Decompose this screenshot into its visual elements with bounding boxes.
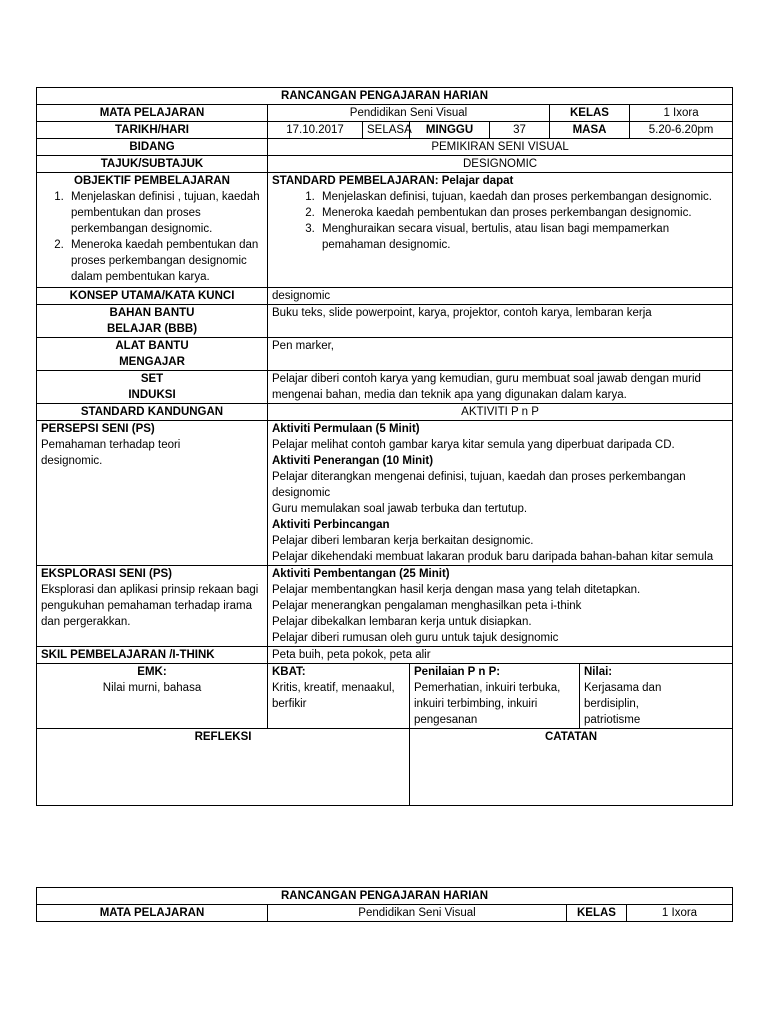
activity-line: Pelajar menerangkan pengalaman menghasilkan peta i-think bbox=[272, 600, 582, 612]
abm-value: Pen marker, bbox=[268, 338, 733, 371]
learning-standard-list bbox=[272, 189, 728, 253]
set-induction-label bbox=[37, 371, 268, 404]
subject-label-2: MATA PELAJARAN bbox=[37, 905, 268, 922]
bbb-label-line: BAHAN BANTU bbox=[109, 307, 195, 319]
objective-item: 1. Menjelaskan definisi , tujuan, kaedah pembentukan dan proses perkembangan designomic. bbox=[67, 189, 263, 237]
objectives-cell bbox=[37, 173, 268, 288]
emk-label: EMK: bbox=[137, 666, 167, 678]
activity-heading: Aktiviti Pembentangan (25 Minit) bbox=[272, 568, 450, 580]
nilai-label: Nilai: bbox=[584, 666, 613, 678]
content-standard-label: STANDARD KANDUNGAN bbox=[37, 404, 268, 421]
field-value: PEMIKIRAN SENI VISUAL bbox=[268, 139, 733, 156]
nilai-value: Kerjasama dan berdisiplin, patriotisme bbox=[584, 682, 662, 726]
bbb-label-line: BELAJAR (BBB) bbox=[106, 323, 198, 335]
document-title: RANCANGAN PENGAJARAN HARIAN bbox=[37, 88, 733, 105]
abm-label bbox=[37, 338, 268, 371]
persepsi-desc: Pemahaman terhadap teori designomic. bbox=[41, 439, 181, 467]
week-value: 37 bbox=[490, 122, 550, 139]
field-label: BIDANG bbox=[37, 139, 268, 156]
learning-standard-item: 3. Menghuraikan secara visual, bertulis, atau lisan bagi mempamerkan pemahaman designomic. bbox=[318, 221, 728, 253]
lesson-plan-page-2 bbox=[36, 887, 733, 922]
skills-value: Peta buih, peta pokok, peta alir bbox=[268, 647, 733, 664]
eksplorasi-heading: EKSPLORASI SENI (PS) bbox=[41, 568, 172, 580]
eksplorasi-activities bbox=[268, 566, 733, 647]
eksplorasi-cell bbox=[37, 566, 268, 647]
activity-line: Pelajar diterangkan mengenai definisi, tujuan, kaedah dan proses perkembangan designomic bbox=[272, 471, 686, 499]
bbb-value: Buku teks, slide powerpoint, karya, projektor, contoh karya, lembaran kerja bbox=[268, 305, 733, 338]
set-induction-value: Pelajar diberi contoh karya yang kemudian, guru membuat soal jawab dengan murid mengenai bahan, media dan teknik apa yang digunakan dalam karya. bbox=[268, 371, 733, 404]
class-label: KELAS bbox=[550, 105, 630, 122]
day-value: SELASA bbox=[363, 122, 410, 139]
abm-label-line: ALAT BANTU bbox=[115, 340, 189, 352]
eksplorasi-desc: Eksplorasi dan aplikasi prinsip rekaan bagi pengukuhan pemahaman terhadap irama dan pergerakkan. bbox=[41, 584, 259, 628]
activity-heading: Aktiviti Penerangan (10 Minit) bbox=[272, 455, 434, 467]
activity-line: Pelajar melihat contoh gambar karya kitar semula yang diperbuat daripada CD. bbox=[272, 439, 675, 451]
concept-value: designomic bbox=[268, 288, 733, 305]
time-value: 5.20-6.20pm bbox=[630, 122, 733, 139]
subject-label: MATA PELAJARAN bbox=[37, 105, 268, 122]
set-label-line: INDUKSI bbox=[128, 389, 176, 401]
emk-value: Nilai murni, bahasa bbox=[102, 682, 202, 694]
set-label-line: SET bbox=[140, 373, 164, 385]
date-value: 17.10.2017 bbox=[268, 122, 363, 139]
nilai-cell bbox=[580, 664, 733, 729]
class-value: 1 Ixora bbox=[630, 105, 733, 122]
document-title-2: RANCANGAN PENGAJARAN HARIAN bbox=[37, 888, 733, 905]
catatan-box: CATATAN bbox=[410, 729, 733, 806]
activity-heading: Aktiviti Perbincangan bbox=[272, 519, 390, 531]
objectives-list bbox=[41, 189, 263, 285]
objectives-label: OBJEKTIF PEMBELAJARAN bbox=[74, 175, 230, 187]
objective-item: 2. Meneroka kaedah pembentukan dan proses perkembangan designomic dalam pembentukan karya. bbox=[67, 237, 263, 285]
subject-value-2: Pendidikan Seni Visual bbox=[268, 905, 567, 922]
activity-heading: Aktiviti Permulaan (5 Minit) bbox=[272, 423, 420, 435]
week-label: MINGGU bbox=[410, 122, 490, 139]
skills-label: SKIL PEMBELAJARAN /I-THINK bbox=[37, 647, 268, 664]
learning-standard-cell bbox=[268, 173, 733, 288]
activity-line: Pelajar membentangkan hasil kerja dengan masa yang telah ditetapkan. bbox=[272, 584, 641, 596]
lesson-plan-table bbox=[36, 87, 733, 806]
persepsi-heading: PERSEPSI SENI (PS) bbox=[41, 423, 155, 435]
kbat-cell bbox=[268, 664, 410, 729]
activity-label: AKTIVITI P n P bbox=[268, 404, 733, 421]
learning-standard-item: 1. Menjelaskan definisi, tujuan, kaedah dan proses perkembangan designomic. bbox=[318, 189, 728, 205]
emk-cell bbox=[37, 664, 268, 729]
time-label: MASA bbox=[550, 122, 630, 139]
bbb-label bbox=[37, 305, 268, 338]
activity-line: Guru memulakan soal jawab terbuka dan tertutup. bbox=[272, 503, 528, 515]
lesson-plan-table-2 bbox=[36, 887, 733, 922]
topic-label: TAJUK/SUBTAJUK bbox=[37, 156, 268, 173]
persepsi-cell bbox=[37, 421, 268, 566]
activity-line: Pelajar dikehendaki membuat lakaran produk baru daripada bahan-bahan kitar semula bbox=[272, 551, 714, 563]
lesson-plan-page-1 bbox=[36, 87, 732, 806]
pnp-value: Pemerhatian, inkuiri terbuka, inkuiri terbimbing, inkuiri pengesanan bbox=[414, 682, 561, 726]
subject-value: Pendidikan Seni Visual bbox=[268, 105, 550, 122]
abm-label-line: MENGAJAR bbox=[119, 356, 185, 368]
activity-line: Pelajar dibekalkan lembaran kerja untuk disiapkan. bbox=[272, 616, 532, 628]
pnp-assessment-cell bbox=[410, 664, 580, 729]
class-value-2: 1 Ixora bbox=[627, 905, 733, 922]
activity-line: Pelajar diberi rumusan oleh guru untuk tajuk designomic bbox=[272, 632, 559, 644]
refleksi-box: REFLEKSI bbox=[37, 729, 410, 806]
learning-standard-item: 2. Meneroka kaedah pembentukan dan proses perkembangan designomic. bbox=[318, 205, 728, 221]
persepsi-activities bbox=[268, 421, 733, 566]
activity-line: Pelajar diberi lembaran kerja berkaitan designomic. bbox=[272, 535, 534, 547]
concept-label: KONSEP UTAMA/KATA KUNCI bbox=[37, 288, 268, 305]
date-label: TARIKH/HARI bbox=[37, 122, 268, 139]
learning-standard-heading: STANDARD PEMBELAJARAN: Pelajar dapat bbox=[272, 175, 514, 187]
class-label-2: KELAS bbox=[567, 905, 627, 922]
kbat-value: Kritis, kreatif, menaakul, berfikir bbox=[272, 682, 395, 710]
kbat-label: KBAT: bbox=[272, 666, 306, 678]
topic-value: DESIGNOMIC bbox=[268, 156, 733, 173]
pnp-label: Penilaian P n P: bbox=[414, 666, 501, 678]
